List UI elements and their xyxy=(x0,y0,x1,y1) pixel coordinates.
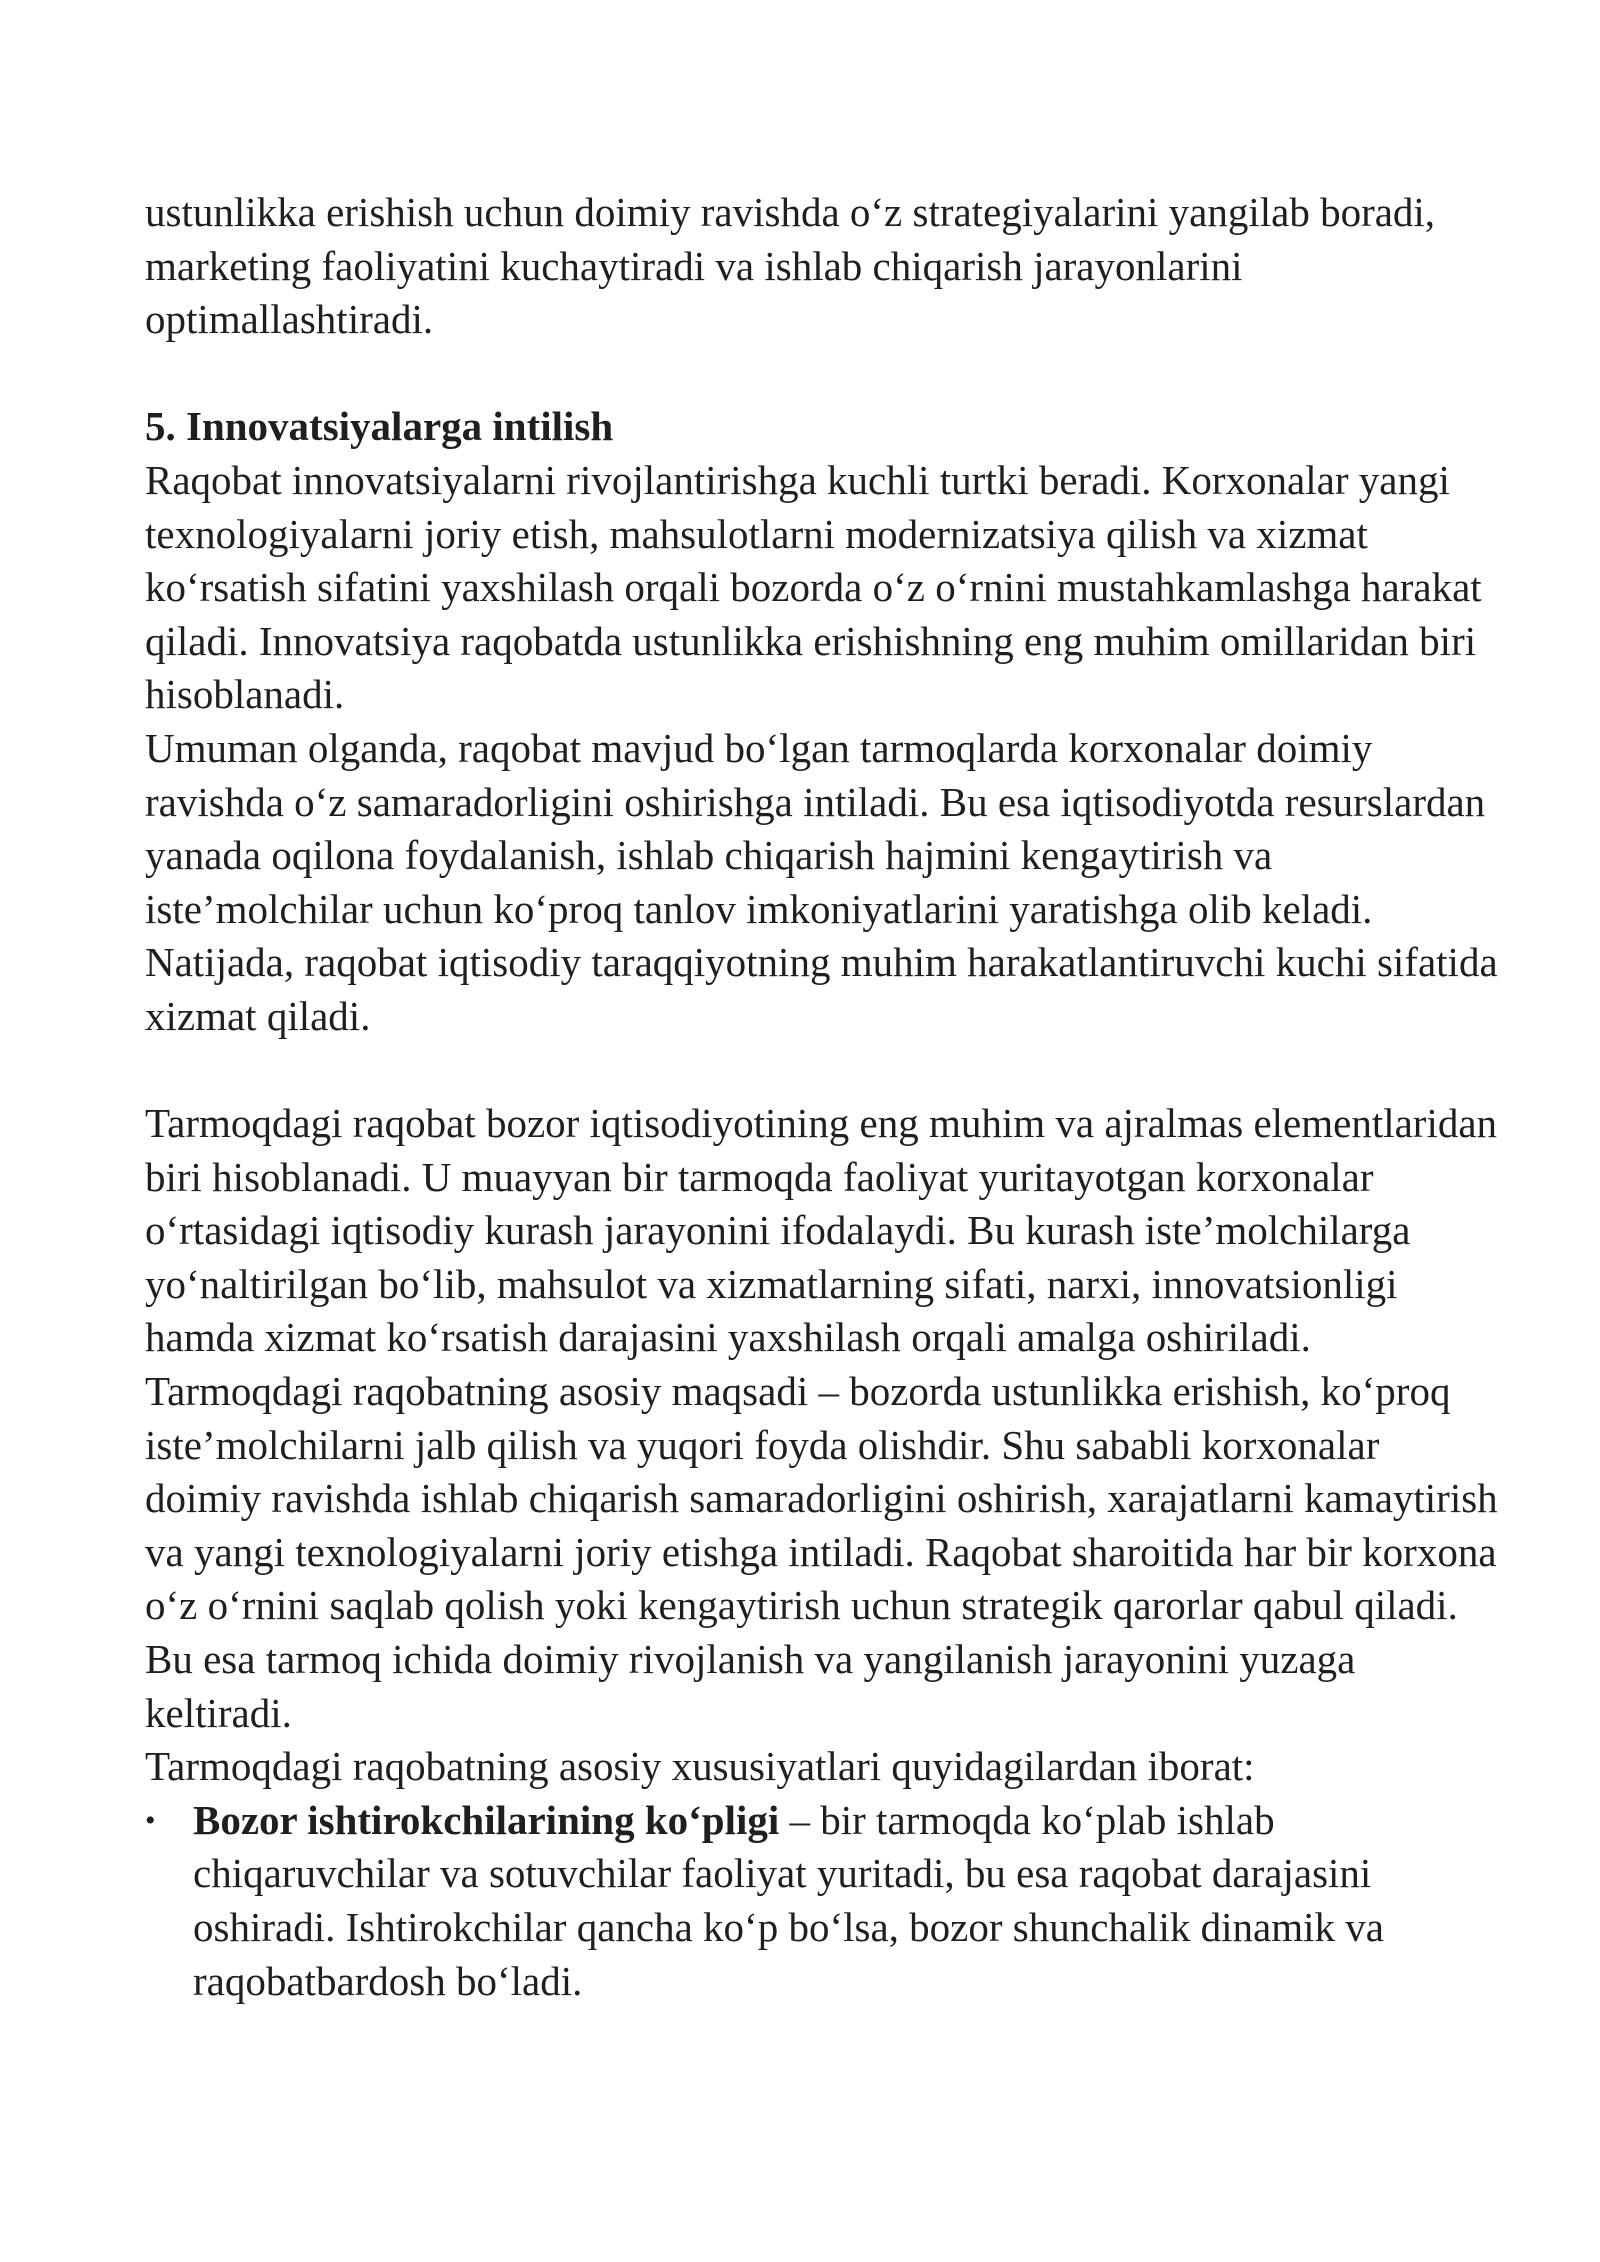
bullet-text: – bir tarmoqda ko‘plab ishlab chiqaruvchilar va sotuvchilar faoliyat yuritadi, bu esa raqobat darajasini oshiradi. Ishtirokchilar qancha ko‘p bo‘lsa, bozor shunchalik dinamik va raqobatbardosh bo‘ladi. xyxy=(193,1796,1384,2004)
intro-continuation-paragraph: ustunlikka erishish uchun doimiy ravishda o‘z strategiyalarini yangilab boradi, marketing faoliyatini kuchaytiradi va ishlab chiqarish jarayonlarini optimallashtiradi. xyxy=(145,189,1436,343)
document-page xyxy=(145,186,1505,2008)
section-heading: 5. Innovatsiyalarga intilish xyxy=(145,403,614,450)
bullet-term: Bozor ishtirokchilarining ko‘pligi xyxy=(193,1796,780,1843)
goal-paragraph: Tarmoqdagi raqobatning asosiy maqsadi – bozorda ustunlikka erishish, ko‘proq iste’molchilarni jalb qilish va yuqori foyda olishdir. Shu sababli korxonalar doimiy ravishda ishlab chiqarish samaradorligini oshirish, xarajatlarni kamaytirish va yangi texnologiyalarni joriy etishga intiladi. Raqobat sharoitida har bir korxona o‘z o‘rnini saqlab qolish yoki kengaytirish uchun strategik qarorlar qabul qiladi. Bu esa tarmoq ichida doimiy rivojlanish va yangilanish jarayonini yuzaga keltiradi. xyxy=(145,1368,1498,1736)
list-item xyxy=(145,1794,1505,2008)
summary-paragraph: Umuman olganda, raqobat mavjud bo‘lgan tarmoqlarda korxonalar doimiy ravishda o‘z samaradorligini oshirishga intiladi. Bu esa iqtisodiyotda resurslardan yanada oqilona foydalanish, ishlab chiqarish hajmini kengaytirish va iste’molchilar uchun ko‘proq tanlov imkoniyatlarini yaratishga olib keladi. Natijada, raqobat iqtisodiy taraqqiyotning muhim harakatlantiruvchi kuchi sifatida xizmat qiladi. xyxy=(145,724,1498,1039)
section-paragraph: Raqobat innovatsiyalarni rivojlantirishga kuchli turtki beradi. Korxonalar yangi texnologiyalarni joriy etish, mahsulotlarni modernizatsiya qilish va xizmat ko‘rsatish sifatini yaxshilash orqali bozorda o‘z o‘rnini mustahkamlashga harakat qiladi. Innovatsiya raqobatda ustunlikka erishishning eng muhim omillaridan biri hisoblanadi. xyxy=(145,456,1482,718)
bullet-icon: • xyxy=(145,1803,156,1837)
features-intro-paragraph: Tarmoqdagi raqobatning asosiy xususiyatlari quyidagilardan iborat: xyxy=(145,1743,1255,1790)
definition-paragraph: Tarmoqdagi raqobat bozor iqtisodiyotining eng muhim va ajralmas elementlaridan biri hisoblanadi. U muayyan bir tarmoqda faoliyat yuritayotgan korxonalar o‘rtasidagi iqtisodiy kurash jarayonini ifodalaydi. Bu kurash iste’molchilarga yo‘naltirilgan bo‘lib, mahsulot va xizmatlarning sifati, narxi, innovatsionligi hamda xizmat ko‘rsatish darajasini yaxshilash orqali amalga oshiriladi. xyxy=(145,1100,1498,1361)
features-list xyxy=(145,1794,1505,2008)
